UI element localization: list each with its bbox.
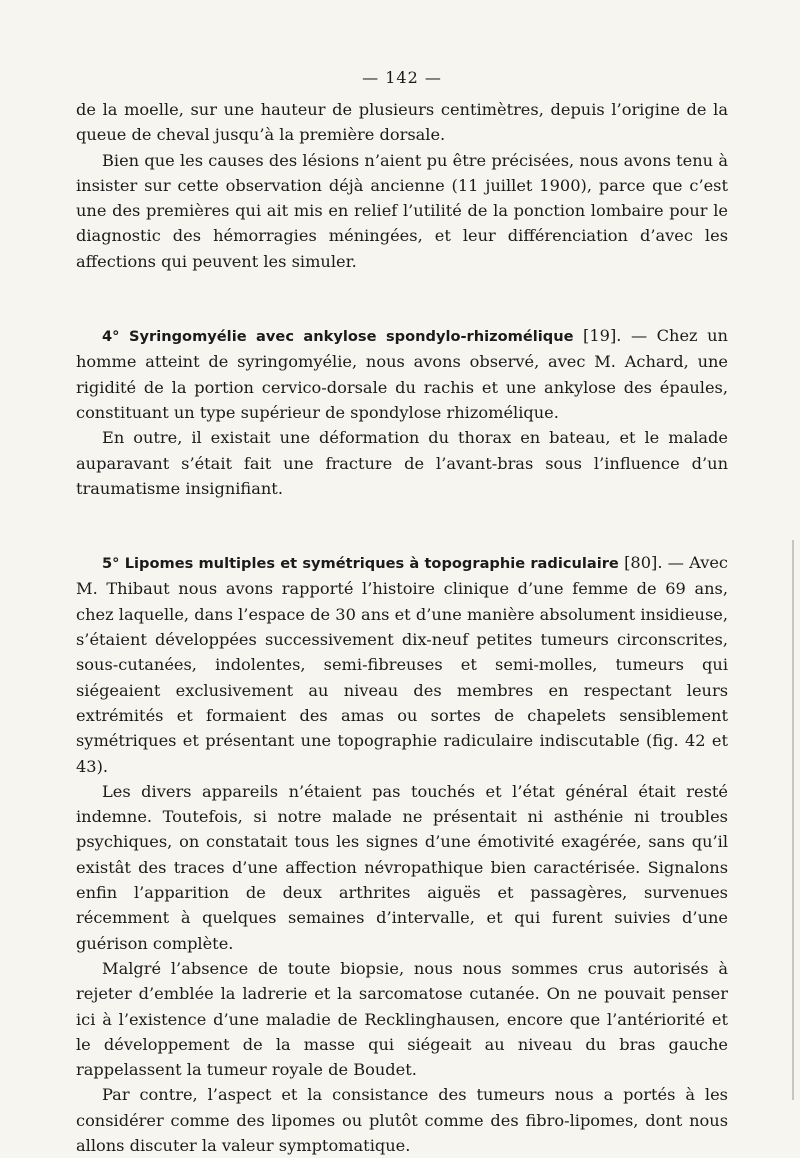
section4-paragraph [76,323,728,425]
section4-number: 4° [102,328,120,346]
section4-text: — Chez un homme atteint de syringomyélie, nous avons observé, avec M. Achard, une rigidité de la portion cervico-dorsale du rachis et une ankylose des épaules, constituant un type supérieur de spondylose rhizomélique. [76,326,728,422]
section5-paragraph4: Par contre, l’aspect et la consistance des tumeurs nous a portés à les considérer comme des lipomes ou plutôt comme des fibro-lipomes, dont nous allons discuter la valeur symptomatique. [76,1085,728,1155]
section5-ref: [80]. [624,553,663,573]
section5-number: 5° [102,555,120,573]
section4-paragraph2: En outre, il existait une déformation du thorax en bateau, et le malade auparavant s’était fait une fracture de l’avant-bras sous l’influence d’un traumatisme insignifiant. [76,428,728,498]
section5-paragraph3: Malgré l’absence de toute biopsie, nous nous sommes crus autorisés à rejeter d’emblée la ladrerie et la sarcomatose cutanée. On ne pouvait penser ici à l’existence d’une maladie de Recklinghausen, encore que l’antériorité et le développement de la masse qui siégeait au niveau du bras gauche rappelassent la tumeur royale de Boudet. [76,958,728,1080]
section4-heading: Syringomyélie avec ankylose spondylo-rhizomélique [128,328,574,346]
scan-edge-line [792,540,794,1100]
section4-ref: [19]. [583,326,622,346]
intro-paragraph: Bien que les causes des lésions n’aient pu être précisées, nous avons tenu à insister sur cette observation déjà ancienne (11 juillet 1900), parce que c’est une des premières qui ait mis en relief l’utilité de la ponction lombaire pour le diagnostic des hémorragies méningées, et leur différenciation d’avec les affections qui peuvent les simuler. [76,150,728,271]
section5-paragraph2: Les divers appareils n’étaient pas touchés et l’état général était resté indemne. Toutefois, si notre malade ne présentait ni asthénie ni troubles psychiques, on constatait tous les signes d’une émotivité exagérée, sans qu’il existât des traces d’une affection névropathique bien caractérisée. Signalons enfin l’apparition de deux arthrites aiguës et passagères, survenues récemment à quelques semaines d’intervalle, et qui furent suivies d’une guérison complète. [76,781,728,953]
page-number: — 142 — [362,68,442,87]
intro-continuation: de la moelle, sur une hauteur de plusieurs centimètres, depuis l’origine de la queue de cheval jusqu’à la première dorsale. [76,100,728,145]
section5-paragraph [76,550,728,779]
section5-heading: Lipomes multiples et symétriques à topographie radiculaire [124,555,619,573]
section5-text: — Avec M. Thibaut nous avons rapporté l’histoire clinique d’une femme de 69 ans, chez laquelle, dans l’espace de 30 ans et d’une manière absolument insidieuse, s’étaient développées successivement dix-neuf petites tumeurs circonscrites, sous-cutanées, indolentes, semi-fibreuses et semi-molles, tumeurs qui siégeaient exclusivement au niveau des membres en respectant leurs extrémités et formaient des amas ou sortes de chapelets sensiblement symétriques et présentant une topographie radiculaire indiscutable (fig. 42 et 43). [76,553,728,776]
document-page [76,68,728,1158]
section-gap [76,274,728,323]
section-gap [76,501,728,550]
